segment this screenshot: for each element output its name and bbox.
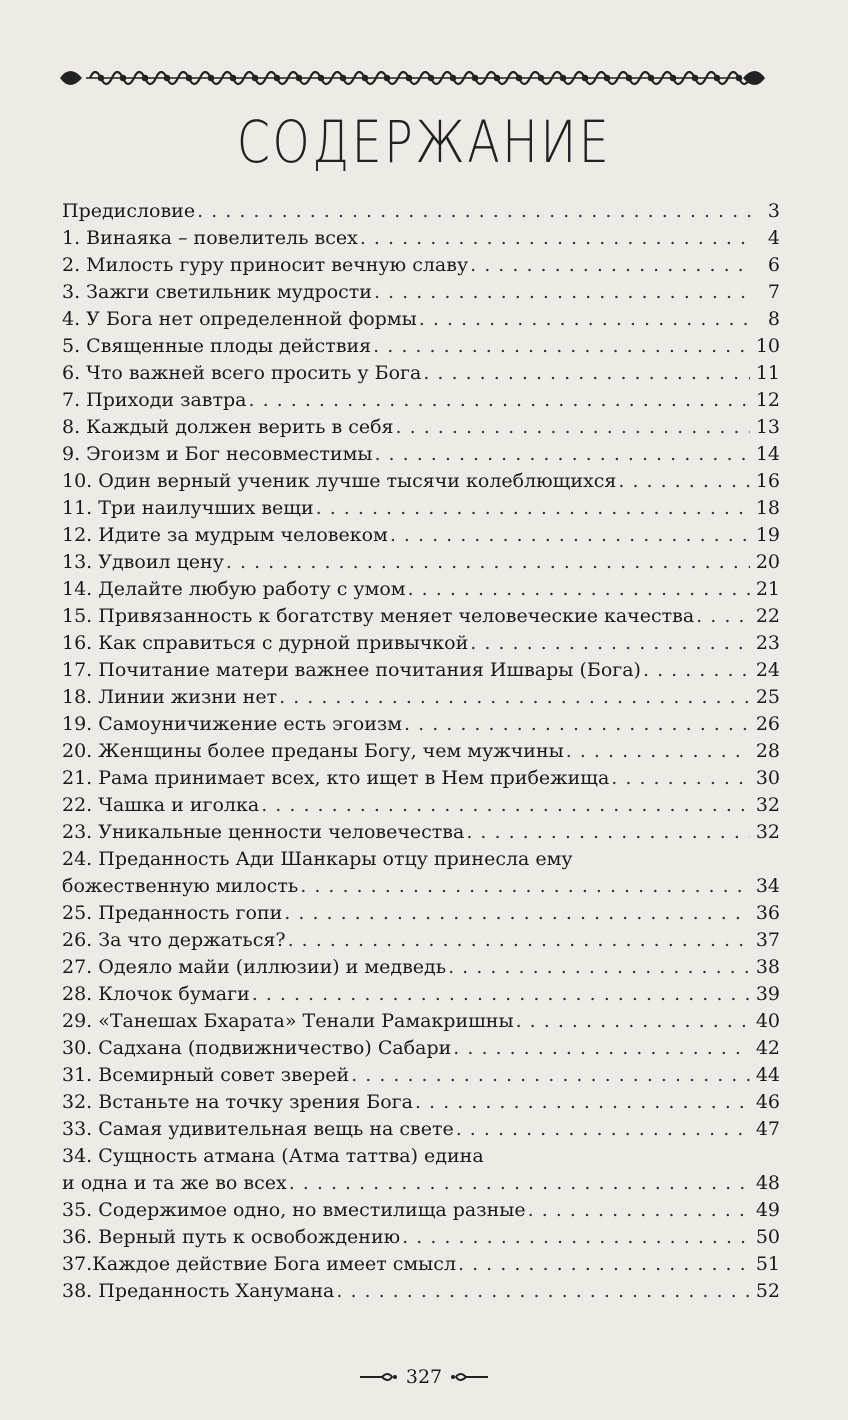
toc-entry: [62, 468, 780, 495]
toc-entry-line: [62, 846, 780, 873]
toc-page-number: 12: [755, 389, 780, 411]
dot-leader: [374, 279, 752, 306]
toc-page-number: 46: [755, 1091, 780, 1113]
toc-entry-label: 36. Верный путь к освобождению: [62, 1226, 401, 1248]
toc-entry-label: 28. Клочок бумаги: [62, 983, 250, 1005]
toc-entry-label: 8. Каждый должен верить в себя: [62, 416, 394, 438]
toc-entry-label: 17. Почитание матери важнее почитания Ишвары (Бога): [62, 659, 641, 681]
dot-leader: [316, 495, 750, 522]
dot-leader: [252, 981, 750, 1008]
toc-entry-label: 10. Один верный ученик лучше тысячи колеблющихся: [62, 470, 617, 492]
toc-entry: [62, 819, 780, 846]
toc-entry-label: 14. Делайте любую работу с умом: [62, 578, 406, 600]
dot-leader: [448, 954, 750, 981]
toc-entry-label: 25. Преданность гопи: [62, 902, 283, 924]
toc-entry: [62, 927, 780, 954]
dot-leader: [453, 1035, 750, 1062]
toc-entry: [62, 279, 780, 306]
toc-page-number: 10: [755, 335, 780, 357]
toc-page-number: 11: [755, 362, 780, 384]
page-footer: [0, 1366, 848, 1388]
toc-entry: [62, 387, 780, 414]
dot-leader: [288, 927, 750, 954]
toc-entry-label: 4. У Бога нет определенной формы: [62, 308, 417, 330]
toc-page-number: 38: [755, 956, 780, 978]
dot-leader: [360, 225, 752, 252]
toc-page-number: 51: [755, 1253, 780, 1275]
dot-leader: [611, 765, 750, 792]
toc-entry-label: божественную милость: [62, 875, 299, 897]
toc-entry: [62, 576, 780, 603]
footer-right-flourish-icon: [450, 1370, 490, 1384]
toc-entry: [62, 900, 780, 927]
dot-leader: [618, 468, 749, 495]
dot-leader: [351, 1062, 750, 1089]
toc-entry-label: 29. «Танешах Бхарата» Тенали Рамакришны: [62, 1010, 514, 1032]
toc-entry: [62, 225, 780, 252]
toc-page-number: 8: [767, 308, 780, 330]
toc-entry-label: 3. Зажги светильник мудрости: [62, 281, 372, 303]
toc-entry: [62, 333, 780, 360]
toc-page-number: 13: [755, 416, 780, 438]
toc-entry-label: 35. Содержимое одно, но вместилища разные: [62, 1199, 526, 1221]
page-title: СОДЕРЖАНИЕ: [236, 108, 612, 176]
dot-leader: [226, 549, 750, 576]
toc-page-number: 34: [755, 875, 780, 897]
toc-entry-label: 26. За что держаться?: [62, 929, 286, 951]
dot-leader: [643, 657, 750, 684]
page-number: 327: [405, 1366, 443, 1388]
toc-page-number: 49: [755, 1199, 780, 1221]
toc-page-number: 21: [755, 578, 780, 600]
toc-entry: [62, 522, 780, 549]
toc-page-number: 4: [767, 227, 780, 249]
toc-page-number: 7: [767, 281, 780, 303]
dot-leader: [696, 603, 750, 630]
toc-page-number: 19: [755, 524, 780, 546]
toc-page-number: 37: [755, 929, 780, 951]
toc-entry-label: 5. Священные плоды действия: [62, 335, 372, 357]
toc-entry-label: 32. Встаньте на точку зрения Бога: [62, 1091, 413, 1113]
dot-leader: [261, 792, 750, 819]
dot-leader: [408, 576, 750, 603]
toc-entry-label: 23. Уникальные ценности человечества: [62, 821, 465, 843]
toc-entry: [62, 198, 780, 225]
toc-entry-label: 2. Милость гуру приносит вечную славу: [62, 254, 469, 276]
toc-entry: [62, 1008, 780, 1035]
toc-page-number: 6: [767, 254, 780, 276]
dot-leader: [470, 630, 750, 657]
toc-entry: [62, 792, 780, 819]
toc-entry: [62, 1224, 780, 1251]
toc-entry-line: [62, 1143, 780, 1170]
toc-page-number: 20: [755, 551, 780, 573]
dot-leader: [249, 387, 750, 414]
toc-entry: [62, 1197, 780, 1224]
toc-entry-label: 9. Эгоизм и Бог несовместимы: [62, 443, 373, 465]
toc-page-number: 50: [755, 1226, 780, 1248]
toc-page-number: 42: [755, 1037, 780, 1059]
toc-entry-label: Предисловие: [62, 200, 196, 222]
toc-entry: [62, 1170, 780, 1197]
toc-page-number: 44: [755, 1064, 780, 1086]
toc-entry-label: 13. Удвоил цену: [62, 551, 224, 573]
toc-entry: [62, 873, 780, 900]
toc-entry-label: 34. Сущность атмана (Атма таттва) едина: [62, 1145, 484, 1167]
dot-leader: [197, 198, 752, 225]
toc-entry: [62, 1062, 780, 1089]
toc-page-number: 52: [755, 1280, 780, 1302]
toc-page-number: 39: [755, 983, 780, 1005]
toc-entry-label: 12. Идите за мудрым человеком: [62, 524, 388, 546]
toc-entry: [62, 441, 780, 468]
dot-leader: [279, 684, 750, 711]
dot-leader: [396, 414, 750, 441]
toc-page-number: 48: [755, 1172, 780, 1194]
dot-leader: [566, 738, 750, 765]
toc-entry: [62, 657, 780, 684]
dot-leader: [300, 873, 750, 900]
toc-entry-label: 24. Преданность Ади Шанкары отцу принесла ему: [62, 848, 573, 870]
toc-entry-label: 7. Приходи завтра: [62, 389, 247, 411]
toc-entry-label: 18. Линии жизни нет: [62, 686, 278, 708]
toc-entry: [62, 1116, 780, 1143]
toc-entry: [62, 603, 780, 630]
toc-page-number: 32: [755, 821, 780, 843]
toc-entry-label: 16. Как справиться с дурной привычкой: [62, 632, 469, 654]
toc-page-number: 14: [755, 443, 780, 465]
dot-leader: [516, 1008, 750, 1035]
footer-left-flourish-icon: [358, 1370, 398, 1384]
toc-entry: [62, 981, 780, 1008]
toc-entry-label: 15. Привязанность к богатству меняет человеческие качества: [62, 605, 695, 627]
toc-page-number: 40: [755, 1010, 780, 1032]
toc-page-number: 36: [755, 902, 780, 924]
dot-leader: [423, 360, 749, 387]
toc-entry: [62, 684, 780, 711]
decorative-border-ornament: [50, 62, 775, 94]
dot-leader: [458, 1251, 750, 1278]
toc-entry: [62, 630, 780, 657]
toc-page-number: 30: [755, 767, 780, 789]
table-of-contents: [62, 198, 780, 1305]
dot-leader: [289, 1170, 750, 1197]
toc-entry: [62, 360, 780, 387]
dot-leader: [470, 252, 752, 279]
toc-page-number: 18: [755, 497, 780, 519]
dot-leader: [373, 333, 750, 360]
toc-entry: [62, 1278, 780, 1305]
toc-page-number: 23: [755, 632, 780, 654]
dot-leader: [415, 1089, 750, 1116]
dot-leader: [404, 711, 750, 738]
dot-leader: [456, 1116, 750, 1143]
toc-entry-label: 27. Одеяло майи (иллюзии) и медведь: [62, 956, 447, 978]
toc-entry: [62, 954, 780, 981]
toc-entry: [62, 765, 780, 792]
toc-page-number: 16: [755, 470, 780, 492]
toc-entry: [62, 252, 780, 279]
toc-entry-label: и одна и та же во всех: [62, 1172, 287, 1194]
dot-leader: [374, 441, 749, 468]
dot-leader: [336, 1278, 749, 1305]
toc-page-number: 47: [755, 1118, 780, 1140]
toc-entry-label: 31. Всемирный совет зверей: [62, 1064, 350, 1086]
dot-leader: [390, 522, 750, 549]
toc-entry: [62, 1251, 780, 1278]
toc-entry: [62, 1035, 780, 1062]
toc-entry: [62, 306, 780, 333]
toc-entry-label: 21. Рама принимает всех, кто ищет в Нем прибежища: [62, 767, 610, 789]
dot-leader: [402, 1224, 750, 1251]
toc-page-number: 28: [755, 740, 780, 762]
toc-entry-label: 6. Что важней всего просить у Бога: [62, 362, 422, 384]
toc-entry-label: 30. Садхана (подвижничество) Сабари: [62, 1037, 452, 1059]
dot-leader: [528, 1197, 750, 1224]
toc-entry-label: 37.Каждое действие Бога имеет смысл: [62, 1253, 457, 1275]
toc-entry: [62, 414, 780, 441]
toc-entry: [62, 738, 780, 765]
toc-page-number: 24: [755, 659, 780, 681]
toc-page-number: 32: [755, 794, 780, 816]
dot-leader: [284, 900, 750, 927]
toc-entry-label: 1. Винаяка – повелитель всех: [62, 227, 358, 249]
toc-entry-label: 19. Самоуничижение есть эгоизм: [62, 713, 403, 735]
toc-entry: [62, 711, 780, 738]
toc-page-number: 3: [767, 200, 780, 222]
toc-page-number: 26: [755, 713, 780, 735]
toc-entry-label: 22. Чашка и иголка: [62, 794, 260, 816]
toc-entry-label: 20. Женщины более преданы Богу, чем мужчины: [62, 740, 564, 762]
toc-entry-label: 38. Преданность Ханумана: [62, 1280, 335, 1302]
dot-leader: [466, 819, 749, 846]
toc-entry: [62, 549, 780, 576]
toc-entry: [62, 1089, 780, 1116]
toc-entry: [62, 495, 780, 522]
toc-entry-label: 11. Три наилучших вещи: [62, 497, 314, 519]
dot-leader: [419, 306, 752, 333]
toc-page-number: 22: [755, 605, 780, 627]
toc-page-number: 25: [755, 686, 780, 708]
toc-entry-label: 33. Самая удивительная вещь на свете: [62, 1118, 454, 1140]
